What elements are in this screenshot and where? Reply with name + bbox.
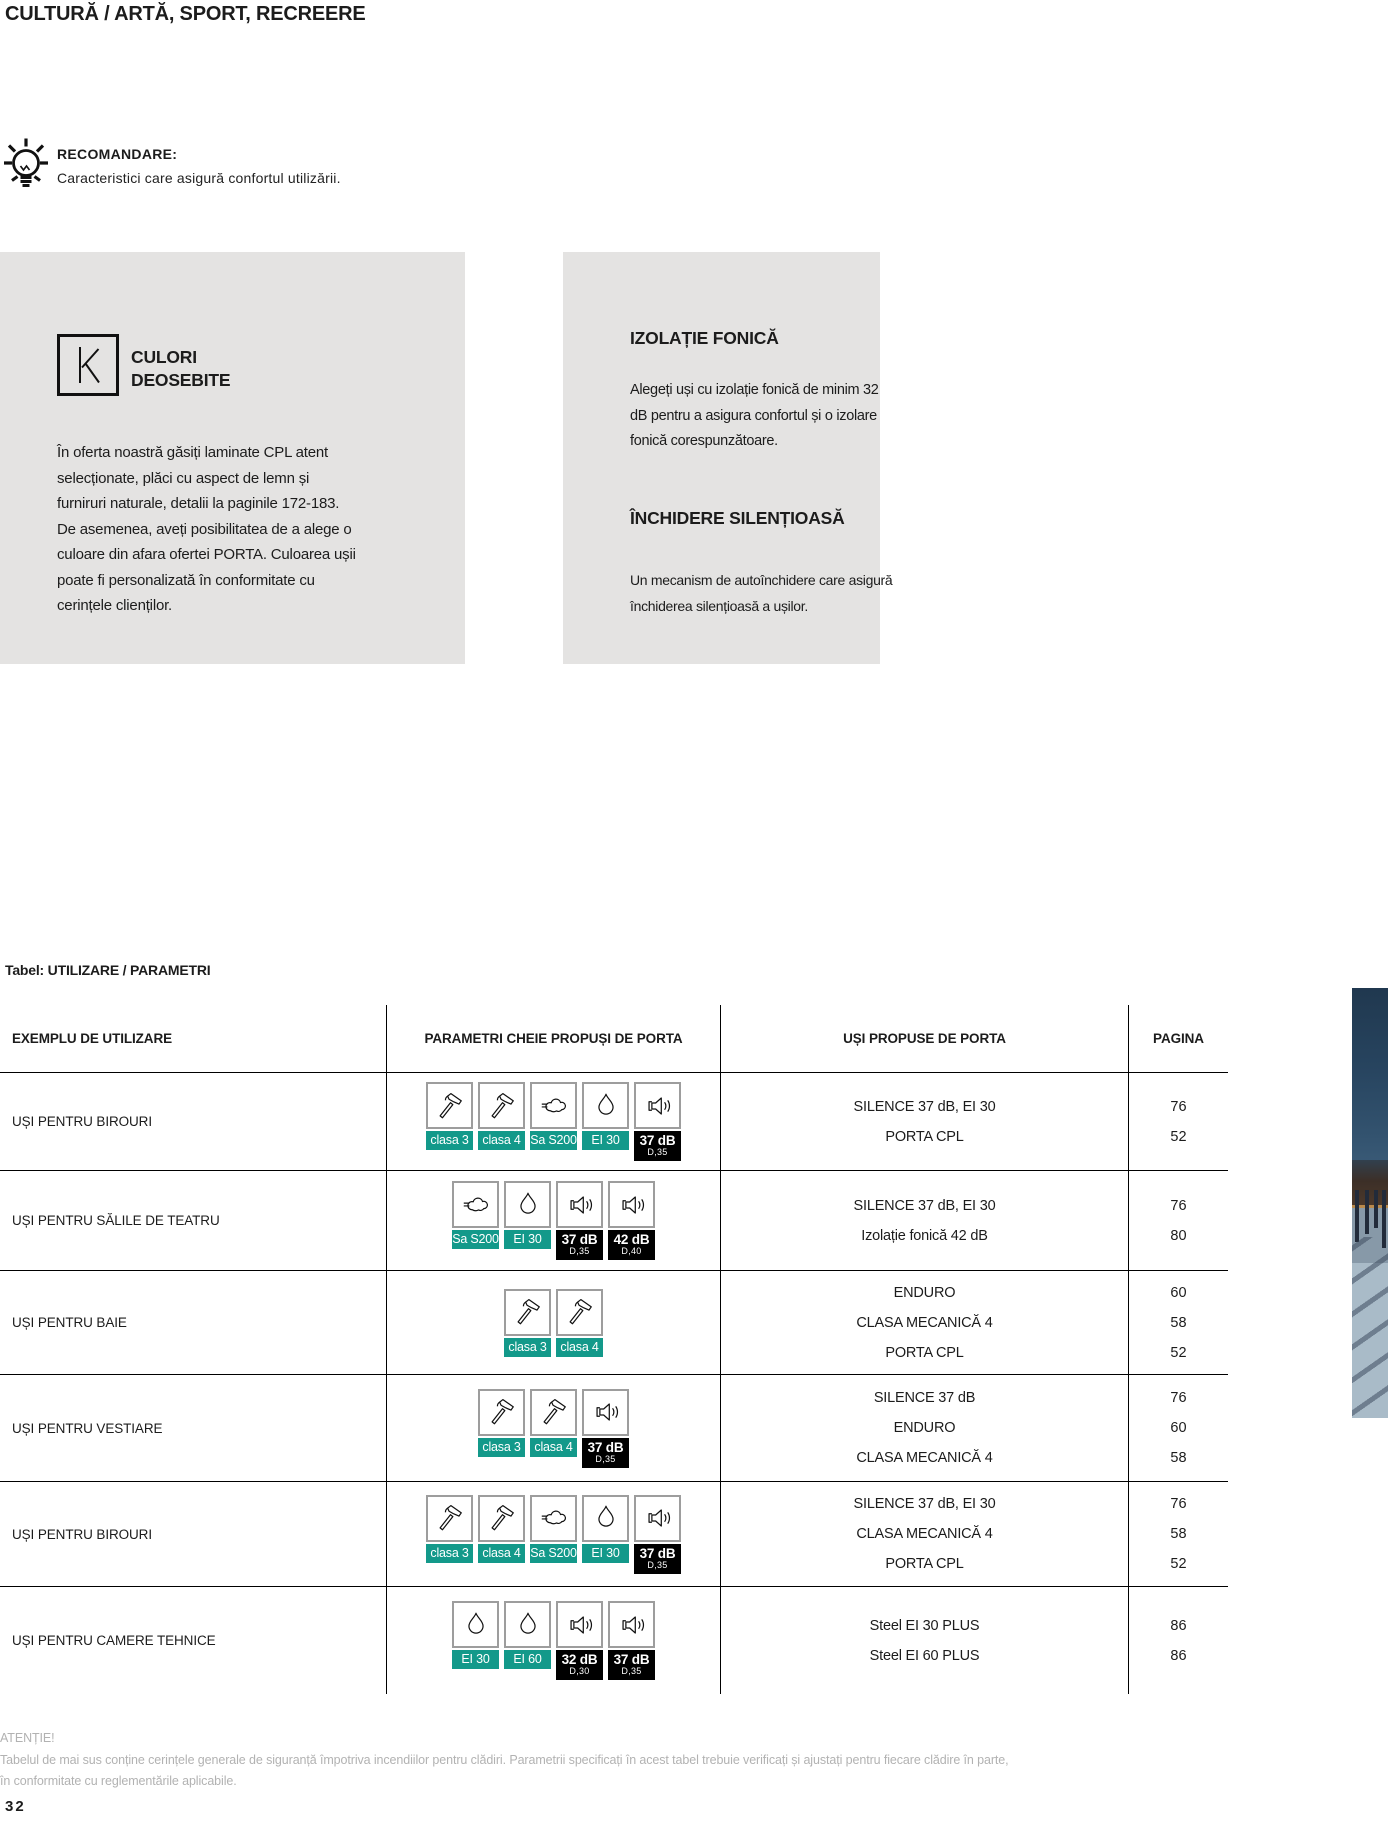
param-badge: 37 dB D,35: [634, 1544, 681, 1574]
param-badge: 37 dB D,35: [556, 1230, 603, 1260]
params-cell: [386, 1375, 720, 1481]
parameter: [530, 1495, 577, 1563]
speaker-icon: [556, 1601, 603, 1648]
door-line: SILENCE 37 dB, EI 30: [853, 1098, 996, 1115]
hammer-icon: [556, 1289, 603, 1336]
pages-cell: [1128, 1171, 1228, 1270]
parameter: [634, 1082, 681, 1161]
param-badge: 37 dB D,35: [608, 1650, 655, 1680]
warning-title: ATENȚIE!: [0, 1731, 55, 1745]
k-color-logo-icon: [57, 334, 119, 396]
colors-box: [0, 252, 465, 664]
parameter: [634, 1495, 681, 1574]
page-ref: 86: [1170, 1647, 1187, 1664]
parameter: [582, 1389, 629, 1468]
param-badge: EI 30: [504, 1230, 551, 1249]
param-badge: 37 dB D,35: [634, 1131, 681, 1161]
page-ref: 60: [1170, 1420, 1187, 1436]
parameter: [530, 1082, 577, 1150]
flame-icon: [504, 1601, 551, 1648]
door-line: SILENCE 37 dB, EI 30: [853, 1496, 996, 1512]
sound-insulation-heading: IZOLAȚIE FONICĂ: [630, 328, 779, 348]
pages-cell: [1128, 1375, 1228, 1481]
param-group: [452, 1181, 655, 1260]
door-line: PORTA CPL: [885, 1344, 964, 1361]
hammer-icon: [478, 1495, 525, 1542]
door-line: PORTA CPL: [885, 1556, 964, 1572]
hammer-icon: [478, 1389, 525, 1436]
parameter: [556, 1289, 603, 1357]
parameter: [478, 1082, 525, 1150]
param-group: [426, 1082, 681, 1161]
table-caption: Tabel: UTILIZARE / PARAMETRI: [5, 962, 211, 978]
table-row: [0, 1586, 1228, 1694]
params-cell: [386, 1271, 720, 1374]
pages-cell: [1128, 1271, 1228, 1374]
warning-line-1: Tabelul de mai sus conține cerințele generale de siguranță împotriva incendiilor pentru clădiri. Parametrii specificați în acest tabel trebuie verificați și ajustați pentru fiecare clădire în parte,: [0, 1752, 1009, 1767]
param-badge: 37 dB D,35: [582, 1438, 629, 1468]
usage-cell: UȘI PENTRU BIROURI: [12, 1114, 152, 1129]
param-group: [478, 1389, 629, 1468]
silent-closing-heading: ÎNCHIDERE SILENȚIOASĂ: [630, 508, 845, 528]
doors-cell: [720, 1587, 1128, 1694]
silent-closing-text: Un mecanism de autoînchidere care asigură închiderea silențioasă a ușilor.: [630, 572, 893, 614]
colors-heading: CULORI DEOSEBITE: [131, 347, 231, 390]
speaker-icon: [634, 1082, 681, 1129]
building-photo: [1352, 988, 1388, 1418]
hammer-icon: [426, 1082, 473, 1129]
parameter: [504, 1289, 551, 1357]
param-group: [504, 1289, 603, 1357]
param-badge: Sa S200: [530, 1544, 577, 1563]
recommendation-label: RECOMANDARE:: [57, 146, 178, 162]
table-row: [0, 1481, 1228, 1586]
door-line: SILENCE 37 dB, EI 30: [853, 1197, 996, 1214]
page-ref: 80: [1170, 1227, 1187, 1244]
doors-cell: [720, 1073, 1128, 1170]
smoke-icon: [530, 1082, 577, 1129]
hammer-icon: [426, 1495, 473, 1542]
param-badge: 32 dB D,30: [556, 1650, 603, 1680]
table-row: [0, 1072, 1228, 1170]
parameter: [504, 1181, 551, 1249]
pages-cell: [1128, 1587, 1228, 1694]
column-header-usage: EXEMPLU DE UTILIZARE: [12, 1031, 173, 1046]
params-cell: [386, 1171, 720, 1270]
table-row: [0, 1374, 1228, 1481]
flame-icon: [582, 1082, 629, 1129]
door-line: ENDURO: [893, 1420, 956, 1436]
door-line: Izolație fonică 42 dB: [861, 1227, 988, 1244]
column-header-page: PAGINA: [1128, 1005, 1228, 1072]
page-ref: 76: [1170, 1390, 1187, 1406]
flame-icon: [582, 1495, 629, 1542]
parameter: [452, 1181, 499, 1249]
param-badge: clasa 4: [478, 1131, 525, 1150]
param-badge: clasa 3: [478, 1438, 525, 1457]
door-line: CLASA MECANICĂ 4: [856, 1314, 993, 1331]
speaker-icon: [582, 1389, 629, 1436]
hammer-icon: [530, 1389, 577, 1436]
colors-body-text: În oferta noastră găsiți laminate CPL atent selecționate, plăci cu aspect de lemn și furniruri naturale, detalii la paginile 172-183. De asemenea, aveți posibilitatea de a alege o culoare din afara ofertei PORTA. Culoarea ușii poate fi personalizată în conformitate cu cerințele clienților.: [57, 444, 356, 614]
pages-cell: [1128, 1073, 1228, 1170]
pages-cell: [1128, 1482, 1228, 1586]
parameter: [478, 1389, 525, 1457]
photo-bollard: [1365, 1190, 1369, 1234]
param-group: [426, 1495, 681, 1574]
lightbulb-icon: [2, 136, 50, 194]
door-line: Steel EI 30 PLUS: [869, 1617, 980, 1634]
page-ref: 76: [1170, 1098, 1187, 1115]
params-cell: [386, 1587, 720, 1694]
parameters-table: [0, 1005, 1228, 1694]
doors-cell: [720, 1171, 1128, 1270]
parameter: [582, 1495, 629, 1563]
param-badge: clasa 4: [478, 1544, 525, 1563]
parameter: [530, 1389, 577, 1457]
param-badge: clasa 4: [556, 1338, 603, 1357]
parameter: [452, 1601, 499, 1669]
parameter: [556, 1601, 603, 1680]
param-group: [452, 1601, 655, 1680]
parameter: [556, 1181, 603, 1260]
photo-bollard: [1374, 1190, 1378, 1228]
page-ref: 58: [1170, 1450, 1187, 1466]
parameter: [608, 1181, 655, 1260]
hammer-icon: [504, 1289, 551, 1336]
page-ref: 52: [1170, 1128, 1187, 1145]
parameter: [478, 1495, 525, 1563]
usage-cell: UȘI PENTRU VESTIARE: [12, 1420, 163, 1436]
table-body: [0, 1072, 1228, 1694]
table-row: [0, 1170, 1228, 1270]
page-ref: 58: [1170, 1526, 1187, 1542]
speaker-icon: [608, 1601, 655, 1648]
recommendation-text: Caracteristici care asigură confortul utilizării.: [57, 170, 341, 186]
hammer-icon: [478, 1082, 525, 1129]
flame-icon: [504, 1181, 551, 1228]
param-badge: clasa 3: [504, 1338, 551, 1357]
param-badge: 42 dB D,40: [608, 1230, 655, 1260]
parameter: [426, 1495, 473, 1563]
page-ref: 76: [1170, 1496, 1187, 1512]
page-ref: 60: [1170, 1284, 1187, 1301]
param-badge: EI 60: [504, 1650, 551, 1669]
page-ref: 86: [1170, 1617, 1187, 1634]
usage-cell: UȘI PENTRU BAIE: [12, 1315, 127, 1330]
door-line: CLASA MECANICĂ 4: [856, 1450, 993, 1466]
param-badge: clasa 3: [426, 1131, 473, 1150]
sound-insulation-text: Alegeți uși cu izolație fonică de minim 32 dB pentru a asigura confortul și o izolare fonică corespunzătoare.: [630, 382, 879, 449]
smoke-icon: [452, 1181, 499, 1228]
door-line: CLASA MECANICĂ 4: [856, 1526, 993, 1542]
page-number: 32: [5, 1798, 26, 1815]
doors-cell: [720, 1271, 1128, 1374]
speaker-icon: [608, 1181, 655, 1228]
door-line: ENDURO: [893, 1284, 956, 1301]
param-badge: clasa 4: [530, 1438, 577, 1457]
flame-icon: [452, 1601, 499, 1648]
door-line: Steel EI 60 PLUS: [869, 1647, 980, 1664]
parameter: [582, 1082, 629, 1150]
page-ref: 52: [1170, 1556, 1187, 1572]
doors-cell: [720, 1482, 1128, 1586]
table-row: [0, 1270, 1228, 1374]
param-badge: EI 30: [582, 1544, 629, 1563]
photo-paving-lines: [1352, 1237, 1388, 1418]
speaker-icon: [634, 1495, 681, 1542]
page-ref: 58: [1170, 1314, 1187, 1331]
page-ref: 52: [1170, 1344, 1187, 1361]
usage-cell: UȘI PENTRU BIROURI: [12, 1526, 152, 1542]
param-badge: EI 30: [582, 1131, 629, 1150]
column-header-doors: UȘI PROPUSE DE PORTA: [720, 1005, 1128, 1072]
param-badge: Sa S200: [530, 1131, 577, 1150]
usage-cell: UȘI PENTRU SĂLILE DE TEATRU: [12, 1213, 220, 1228]
parameter: [504, 1601, 551, 1669]
door-line: SILENCE 37 dB: [873, 1390, 976, 1406]
parameter: [426, 1082, 473, 1150]
param-badge: clasa 3: [426, 1544, 473, 1563]
page-ref: 76: [1170, 1197, 1187, 1214]
param-badge: EI 30: [452, 1650, 499, 1669]
photo-sky: [1352, 988, 1388, 1186]
usage-cell: UȘI PENTRU CAMERE TEHNICE: [12, 1633, 216, 1648]
warning-line-2: în conformitate cu reglementările aplicabile.: [0, 1774, 237, 1788]
param-badge: Sa S200: [452, 1230, 499, 1249]
smoke-icon: [530, 1495, 577, 1542]
parameter: [608, 1601, 655, 1680]
doors-cell: [720, 1375, 1128, 1481]
acoustic-box: [563, 252, 893, 664]
params-cell: [386, 1073, 720, 1170]
warning-note: [0, 1728, 1388, 1793]
page-title: CULTURĂ / ARTĂ, SPORT, RECREERE: [5, 3, 366, 25]
photo-bollard: [1355, 1190, 1359, 1242]
column-header-parameters: PARAMETRI CHEIE PROPUȘI DE PORTA: [386, 1005, 720, 1072]
table-header-row: [0, 1005, 1228, 1072]
speaker-icon: [556, 1181, 603, 1228]
door-line: PORTA CPL: [885, 1128, 964, 1145]
params-cell: [386, 1482, 720, 1586]
